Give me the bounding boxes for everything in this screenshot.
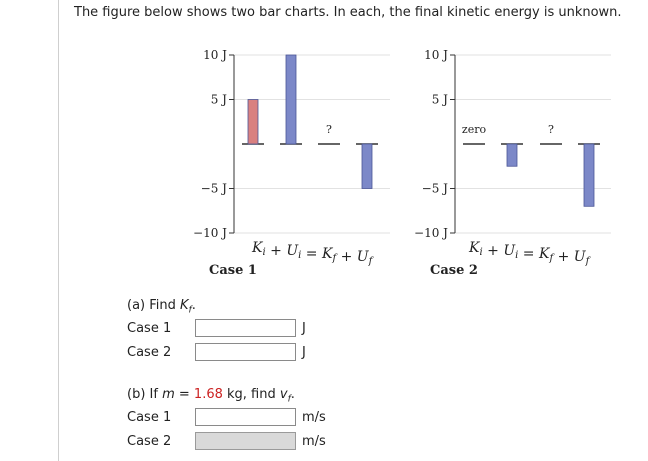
part-a-suffix: . [191,298,196,313]
part-b-case1-unit: m/s [302,410,326,425]
case1-ytick-label-1: 5 J [210,92,227,107]
part-b-mass-var: m [162,387,175,402]
part-b-case1-input[interactable] [195,408,296,426]
part-b-case2-input[interactable] [195,432,296,450]
case1-equation: $K_i + U_i = K_f + U_f$ [252,240,373,267]
part-a-case2-input[interactable] [195,343,296,361]
case2-ytick-label-0: 10 J [424,48,448,62]
problem-statement: The figure below shows two bar charts. In each, the final kinetic energy is unknown. [74,5,622,20]
case1-ytick-label-2: −5 J [200,181,227,196]
case1-bar-Ki [248,100,258,145]
case2-bar-label-Ki: zero [461,123,487,136]
case2-chart [414,48,611,278]
part-b-var-sub: f [287,394,291,405]
case2-bar-Ui [507,144,517,166]
part-b-question [127,387,295,405]
part-b-suffix: . [290,387,295,402]
case2-bar-label-Kf: ? [548,123,554,136]
part-b-case2-unit: m/s [302,434,326,449]
part-b-mass-unit: kg, find [222,387,280,402]
case1-bar-label-Kf: ? [326,123,332,136]
case2-equation: $K_i + U_i = K_f + U_f$ [469,240,590,267]
part-a-var: K [180,298,189,313]
part-a-case1-unit: J [302,321,306,336]
part-a-question [127,298,196,316]
case1-ytick-label-3: −10 J [193,226,227,240]
part-a-prefix: (a) Find [127,298,181,313]
part-b-case2-label: Case 2 [127,434,172,449]
part-b-case1-label: Case 1 [127,410,172,425]
part-b-prefix: (b) If [127,387,163,402]
case2-caption: Case 2 [430,263,478,278]
case2-ytick-label-1: 5 J [431,92,448,107]
part-a-case2-label: Case 2 [127,345,172,360]
case1-chart [193,48,390,278]
case1-ytick-label-0: 10 J [203,48,227,62]
part-a-case1-input[interactable] [195,319,296,337]
case2-bar-Uf [584,144,594,206]
case1-bar-Uf [362,144,372,189]
case1-caption: Case 1 [209,263,257,278]
part-a-var-sub: f [188,305,192,316]
part-b-var: v [279,387,288,402]
part-b-equals: = [174,387,194,402]
case1-bar-Ui [286,55,296,144]
case2-ytick-label-2: −5 J [421,181,448,196]
part-a-case2-unit: J [302,345,306,360]
part-b-mass-value: 1.68 [193,387,223,402]
part-a-case1-label: Case 1 [127,321,172,336]
case2-ytick-label-3: −10 J [414,226,448,240]
